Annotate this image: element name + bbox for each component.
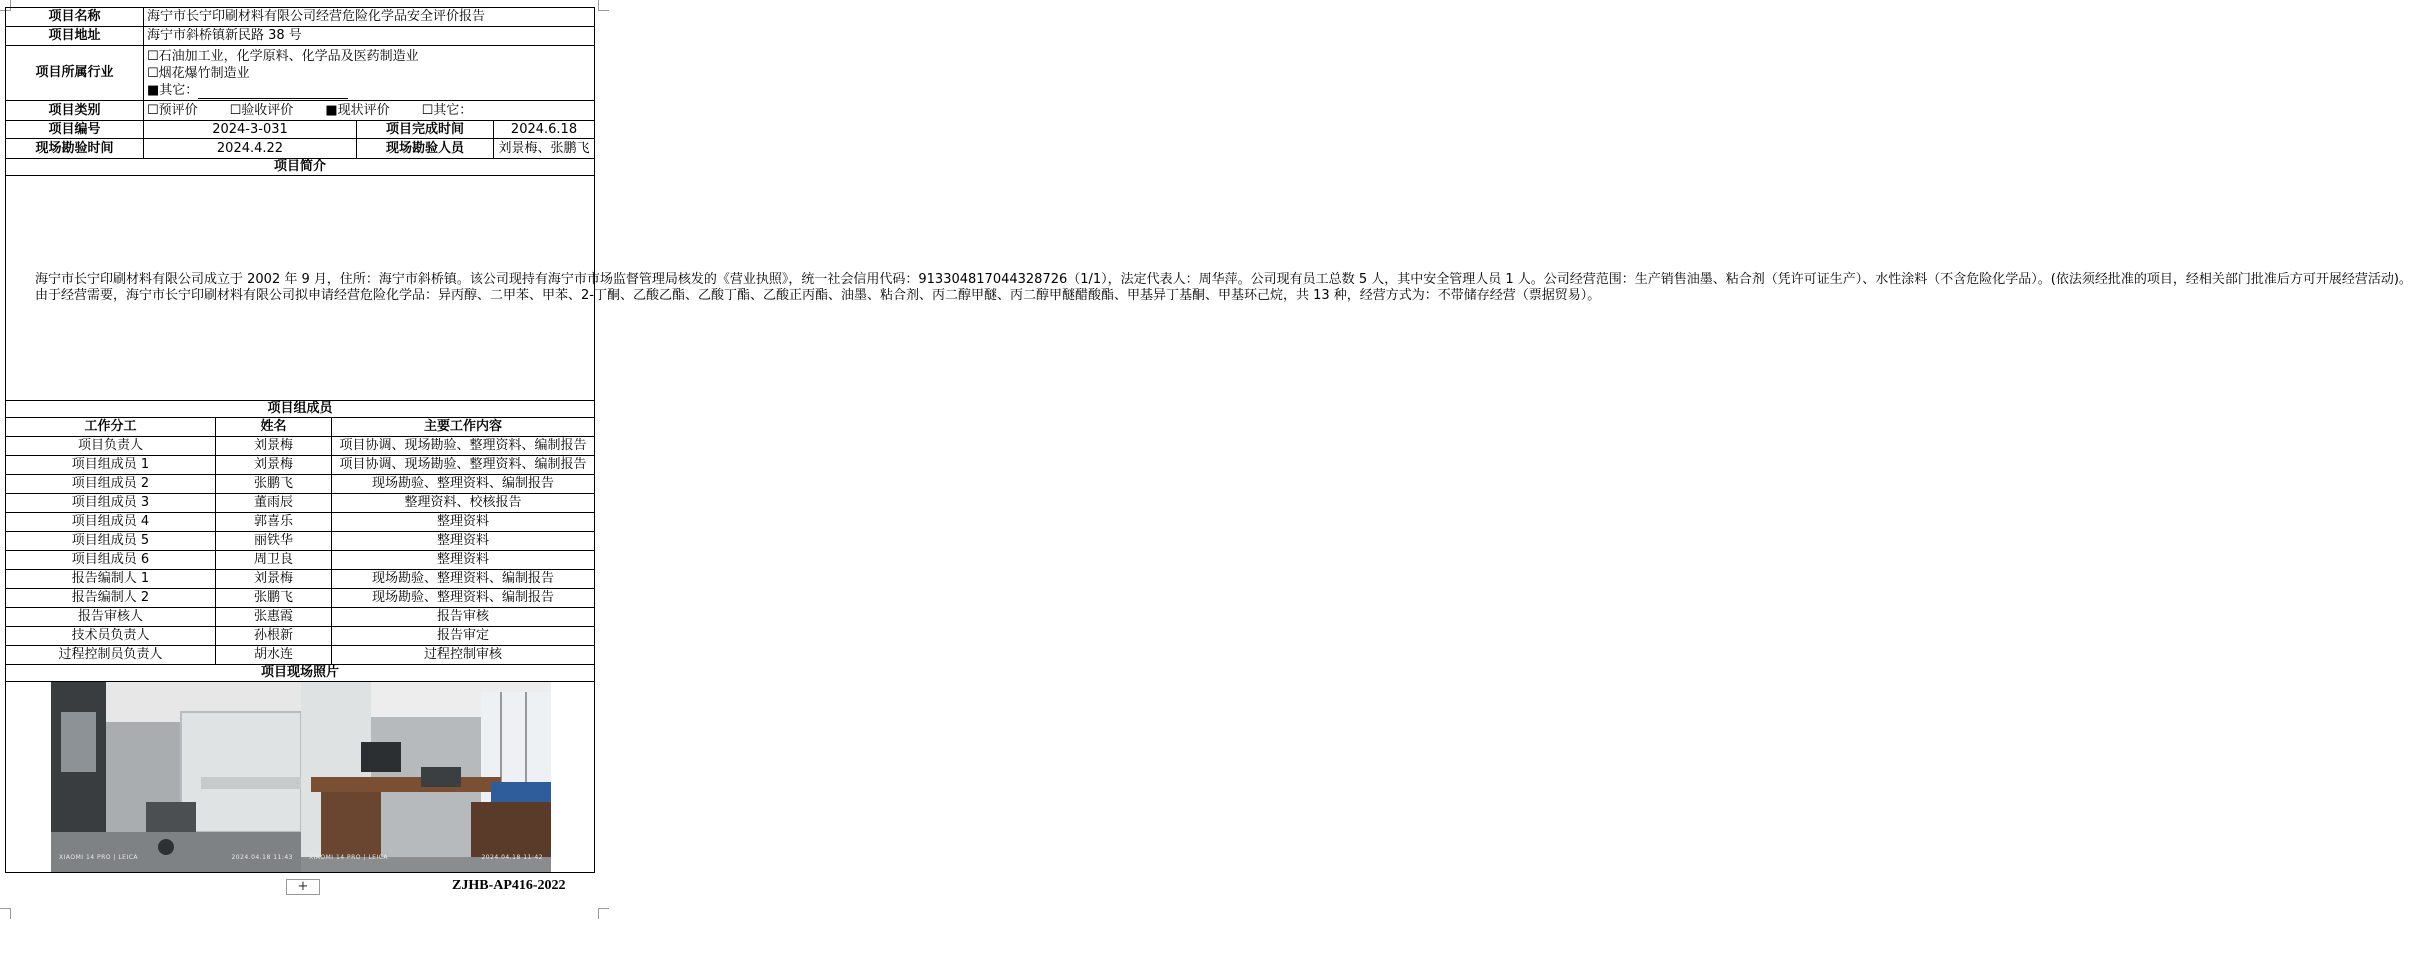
team-section-title: 项目组成员 [6,401,595,418]
project-address-label: 项目地址 [6,27,144,46]
site-photos-cell [6,682,595,873]
team-row-role: 项目负责人 [6,437,216,456]
site-photo-right-image [301,682,551,872]
team-row-name: 刘景梅 [216,456,332,475]
project-industry-label: 项目所属行业 [6,46,144,101]
team-row-work: 过程控制审核 [332,646,595,665]
project-number-label: 项目编号 [6,121,144,139]
industry-option-chemical: ☐石油加工业，化学原料、化学品及医药制造业 [147,48,419,64]
team-row-role: 项目组成员 5 [6,532,216,551]
team-row-name: 胡水连 [216,646,332,665]
team-row [6,608,595,627]
team-row [6,627,595,646]
photos-section-title: 项目现场照片 [6,665,595,682]
team-row-name: 董雨辰 [216,494,332,513]
team-row [6,456,595,475]
team-row [6,646,595,665]
project-finish-label: 项目完成时间 [357,121,494,139]
team-row-work: 整理资料 [332,551,595,570]
team-row-role: 技术员负责人 [6,627,216,646]
intro-paragraph-1: 海宁市长宁印刷材料有限公司成立于 2002 年 9 月，住所：海宁市斜桥镇。该公司现持有海宁市市场监督管理局核发的《营业执照》，统一社会信用代码：913304817044328726（1/1），法定代表人：周华萍。公司现有员工总数 5 人，其中安全管理人员 1 人。公司经营范围：生产销售油墨、粘合剂（凭许可证生产）、水性涂料（不含危险化学品）。(依法须经批准的项目，经相关部门批准后方可开展经营活动)。 [35,272,2412,287]
team-row-work: 现场勘验、整理资料、编制报告 [332,570,595,589]
team-row-name: 张鹏飞 [216,475,332,494]
team-row [6,551,595,570]
project-industry-options [144,46,595,101]
team-row-name: 刘景梅 [216,437,332,456]
team-row [6,494,595,513]
corner-mark-top-right [598,0,609,11]
team-row-role: 报告编制人 2 [6,589,216,608]
team-row-role: 报告审核人 [6,608,216,627]
survey-people-value: 刘景梅、张鹏飞 [494,139,595,159]
category-option-acceptance: ☐验收评价 [229,102,294,118]
project-category-options [144,101,595,121]
team-header-name: 姓名 [216,418,332,437]
team-row-work: 现场勘验、整理资料、编制报告 [332,475,595,494]
project-finish-value: 2024.6.18 [494,121,595,139]
team-row [6,589,595,608]
project-category-label: 项目类别 [6,101,144,121]
team-row-work: 报告审核 [332,608,595,627]
industry-option-other-text: ■其它： [147,82,199,98]
team-row [6,570,595,589]
team-row-work: 项目协调、现场勘验、整理资料、编制报告 [332,437,595,456]
category-option-pre: ☐预评价 [147,102,198,118]
team-row-name: 郭喜乐 [216,513,332,532]
team-row-name: 周卫良 [216,551,332,570]
category-option-current: ■现状评价 [325,102,390,118]
team-row-work: 整理资料 [332,513,595,532]
team-row-work: 整理资料、校核报告 [332,494,595,513]
left-photo-camera-mark: XIAOMI 14 PRO | LEICA [59,854,139,861]
team-row-work: 项目协调、现场勘验、整理资料、编制报告 [332,456,595,475]
team-row [6,513,595,532]
team-row-work: 整理资料 [332,532,595,551]
team-row-name: 刘景梅 [216,570,332,589]
corner-mark-bottom-left [0,908,11,919]
site-photo-left-image [51,682,301,872]
project-name-label: 项目名称 [6,8,144,27]
industry-option-fireworks: ☐烟花爆竹制造业 [147,65,250,81]
industry-other-underline [198,86,348,99]
survey-time-value: 2024.4.22 [144,139,357,159]
team-row [6,475,595,494]
team-row [6,437,595,456]
team-row-name: 张鹏飞 [216,589,332,608]
site-photo-office-desks [301,682,551,872]
team-row-work: 报告审定 [332,627,595,646]
team-header-role: 工作分工 [6,418,216,437]
intro-paragraph-2: 由于经营需要，海宁市长宁印刷材料有限公司拟申请经营危险化学品：异丙醇、二甲苯、甲苯、2-丁酮、乙酸乙酯、乙酸丁酯、乙酸正丙酯、油墨、粘合剂、丙二醇甲醚、丙二醇甲醚醋酸酯、甲基异丁基酮、甲基环己烷，共 13 种，经营方式为：不带储存经营（票据贸易）。 [35,288,1601,303]
team-header-work: 主要工作内容 [332,418,595,437]
team-row [6,532,595,551]
team-row-role: 项目组成员 2 [6,475,216,494]
team-row-role: 报告编制人 1 [6,570,216,589]
industry-option-other [147,82,591,99]
team-row-work: 现场勘验、整理资料、编制报告 [332,589,595,608]
right-photo-camera-mark: XIAOMI 14 PRO | LEICA [309,854,389,861]
right-photo-timestamp: 2024.04.18 11:42 [481,854,543,861]
team-row-role: 项目组成员 1 [6,456,216,475]
project-number-value: 2024-3-031 [144,121,357,139]
category-option-other: ☐其它： [421,102,473,118]
team-row-role: 项目组成员 6 [6,551,216,570]
add-row-button[interactable]: + [286,879,320,895]
project-name-value: 海宁市长宁印刷材料有限公司经营危险化学品安全评价报告 [144,8,595,27]
evaluation-info-table [5,7,2412,873]
document-code: ZJHB-AP416-2022 [452,878,566,893]
site-photo-office-glass-wall [51,682,301,872]
team-row-role: 项目组成员 3 [6,494,216,513]
team-row-name: 孙根新 [216,627,332,646]
left-photo-timestamp: 2024.04.18 11:43 [231,854,293,861]
corner-mark-bottom-right [598,908,609,919]
survey-people-label: 现场勘验人员 [357,139,494,159]
team-table-body [6,437,595,665]
project-address-value: 海宁市斜桥镇新民路 38 号 [144,27,595,46]
intro-section-title: 项目简介 [6,159,595,176]
intro-content [6,176,2412,401]
team-row-name: 张惠霞 [216,608,332,627]
survey-time-label: 现场勘验时间 [6,139,144,159]
team-row-role: 项目组成员 4 [6,513,216,532]
team-row-name: 丽铁华 [216,532,332,551]
team-row-role: 过程控制员负责人 [6,646,216,665]
